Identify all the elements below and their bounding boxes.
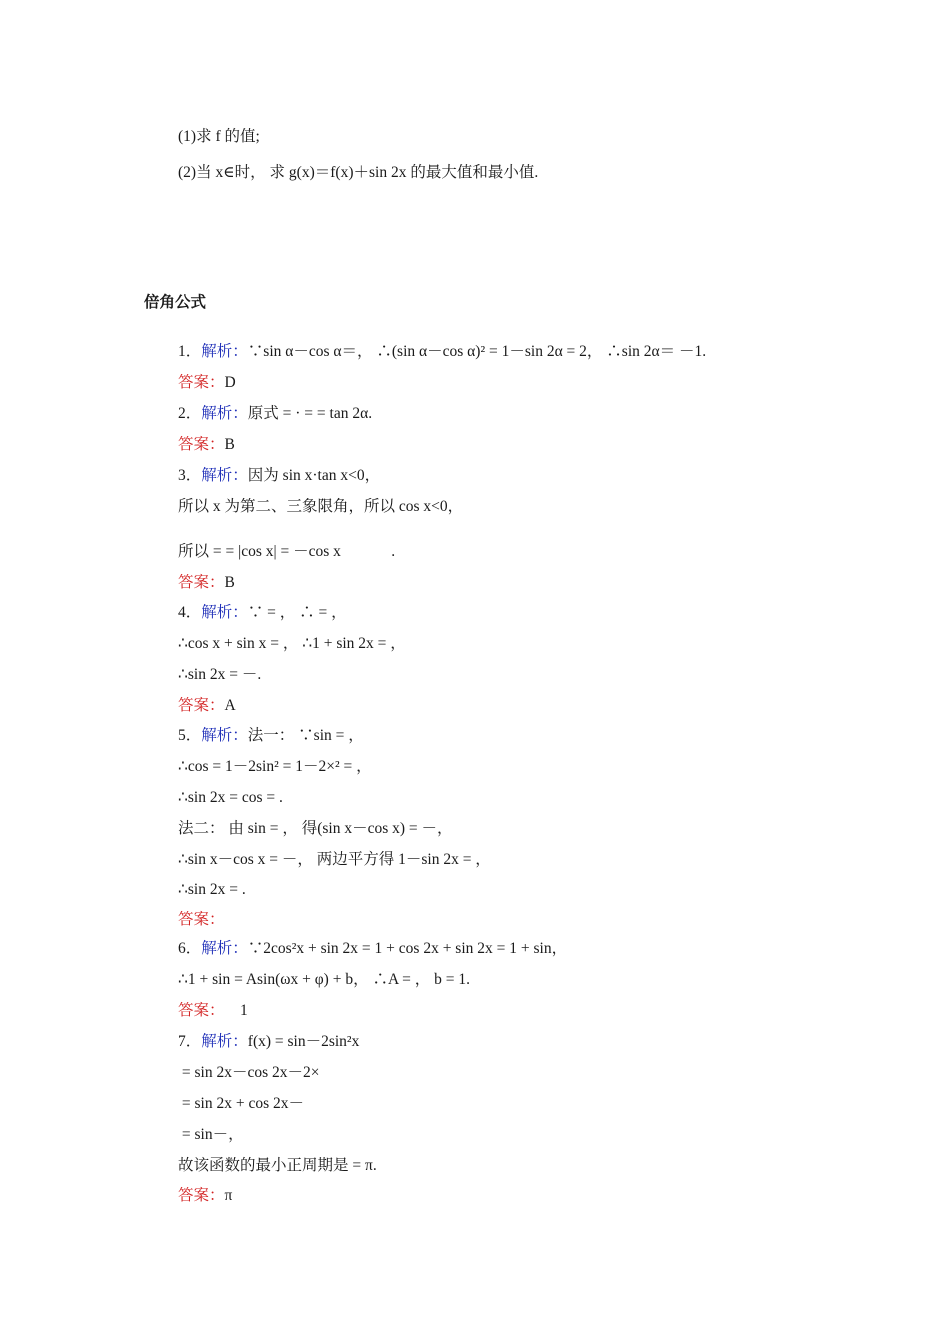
solution-text: ∴cos = 1－2sin² = 1－2×² = ，: [178, 758, 372, 775]
solution-text: ∴sin 2x = .: [178, 881, 246, 898]
answer-value: B: [224, 574, 235, 591]
analysis-label: 解析：: [201, 405, 248, 422]
answer-label: 答案：: [178, 1002, 225, 1019]
solution-line: [178, 634, 406, 654]
solution-text: 所以 = = |cos x| = －cos x .: [178, 543, 396, 560]
solution-text: ∴sin 2x = －.: [178, 666, 262, 683]
solution-text: 因为 sin x·tan x<0，: [247, 467, 381, 484]
item-number: 6．: [178, 940, 202, 957]
answer-line: [178, 696, 236, 716]
solution-text: ∴cos x + sin x = ， ∴1 + sin 2x = ，: [178, 635, 406, 652]
analysis-line: [178, 726, 364, 746]
answer-value: B: [224, 436, 235, 453]
answer-line: [178, 435, 235, 455]
analysis-label: 解析：: [201, 467, 248, 484]
answer-line: [178, 1186, 232, 1206]
problem-part-2: (2)当 x∈时， 求 g(x)＝f(x)＋sin 2x 的最大值和最小值.: [178, 164, 539, 181]
solution-line: [178, 1125, 244, 1145]
item-number: 5．: [178, 727, 202, 744]
answer-line: [178, 573, 235, 593]
solution-text: = sin 2x + cos 2x－: [178, 1095, 304, 1112]
solution-line: [178, 1094, 304, 1114]
answer-label: 答案：: [178, 574, 225, 591]
section-title: 倍角公式: [144, 294, 207, 311]
answer-line: [178, 373, 236, 393]
analysis-line: [178, 939, 567, 959]
analysis-line: [178, 603, 347, 623]
answer-line: [178, 910, 225, 930]
solution-text: ∴sin 2x = cos = .: [178, 789, 283, 806]
answer-value: D: [224, 374, 236, 391]
solution-text: ∵ = ， ∴ = ，: [247, 604, 347, 621]
solution-line: [178, 1063, 319, 1083]
answer-label: 答案：: [178, 374, 225, 391]
solution-text: 原式 = · = = tan 2α.: [247, 405, 373, 422]
analysis-line: [178, 466, 380, 486]
analysis-line: [178, 404, 372, 424]
solution-text: ∴1 + sin = Asin(ωx + φ) + b， ∴A = ， b = 1.: [178, 971, 471, 988]
solution-text: 所以 x 为第二、三象限角，所以 cos x<0，: [178, 498, 464, 515]
answer-value: 1: [224, 1002, 248, 1019]
solution-line: [178, 665, 261, 685]
analysis-label: 解析：: [201, 727, 248, 744]
solution-line: [178, 880, 246, 900]
solution-text: ∵2cos²x + sin 2x = 1 + cos 2x + sin 2x = 1 + sin，: [247, 940, 568, 957]
solution-text: 法二： 由 sin = ， 得(sin x－cos x) = －，: [178, 820, 453, 837]
analysis-label: 解析：: [201, 1033, 248, 1050]
solution-text: 法一： ∵sin = ，: [247, 727, 364, 744]
solution-line: [178, 970, 470, 990]
problem-part-1: (1)求 f 的值;: [178, 128, 260, 145]
answer-label: 答案：: [178, 911, 225, 928]
analysis-line: [178, 1032, 359, 1052]
answer-label: 答案：: [178, 436, 225, 453]
solution-line: [178, 757, 372, 777]
solution-text: = sin 2x－cos 2x－2×: [178, 1064, 320, 1081]
item-number: 4．: [178, 604, 202, 621]
solution-text: 故该函数的最小正周期是 = π.: [178, 1157, 377, 1174]
item-number: 3．: [178, 467, 202, 484]
item-number: 7．: [178, 1033, 202, 1050]
solution-line: [178, 819, 453, 839]
solution-text: f(x) = sin－2sin²x: [247, 1033, 360, 1050]
answer-line: [178, 1001, 248, 1021]
solution-text: ∵sin α－cos α＝， ∴(sin α－cos α)² = 1－sin 2α = 2， ∴sin 2α＝ －1.: [247, 343, 707, 360]
analysis-line: [178, 342, 706, 362]
answer-value: π: [224, 1187, 233, 1204]
analysis-label: 解析：: [201, 940, 248, 957]
item-number: 1．: [178, 343, 202, 360]
solution-text: ∴sin x－cos x = －， 两边平方得 1－sin 2x = ，: [178, 851, 491, 868]
item-number: 2．: [178, 405, 202, 422]
solution-line: [178, 850, 491, 870]
solution-line: [178, 497, 463, 517]
solution-line: [178, 542, 395, 562]
solution-line: [178, 788, 283, 808]
analysis-label: 解析：: [201, 343, 248, 360]
analysis-label: 解析：: [201, 604, 248, 621]
solution-line: [178, 1156, 377, 1176]
answer-label: 答案：: [178, 1187, 225, 1204]
answer-label: 答案：: [178, 697, 225, 714]
solution-text: = sin－，: [178, 1126, 244, 1143]
answer-value: A: [224, 697, 236, 714]
